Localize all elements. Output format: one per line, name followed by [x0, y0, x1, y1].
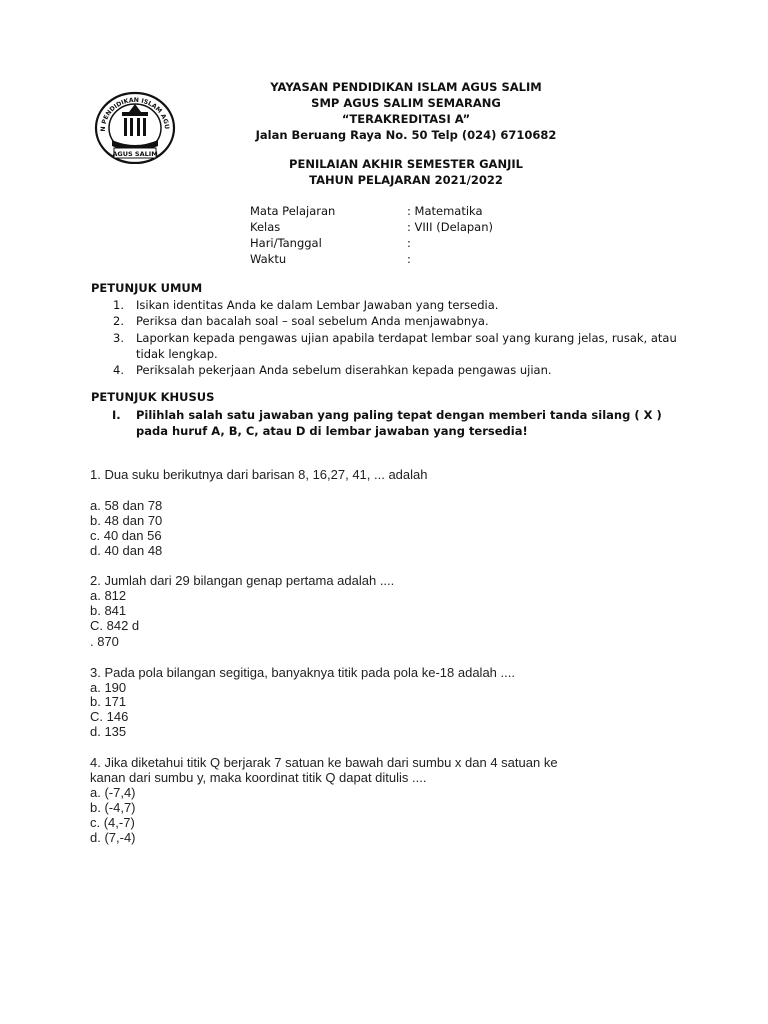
- question-2-option-b: b. 841: [90, 603, 127, 618]
- identity-value: : Matematika: [407, 204, 483, 218]
- instruction-text: Periksa dan bacalah soal – soal sebelum Anda menjawabnya.: [136, 314, 489, 328]
- question-3-option-b: b. 171: [90, 694, 127, 709]
- question-3-text: 3. Pada pola bilangan segitiga, banyaknya titik pada pola ke-18 adalah ....: [90, 665, 515, 680]
- question-1-text: 1. Dua suku berikutnya dari barisan 8, 16,27, 41, ... adalah: [90, 467, 428, 482]
- identity-label: Kelas: [250, 220, 281, 234]
- instruction-text: Laporkan kepada pengawas ujian apabila terdapat lembar soal yang kurang jelas, rusak, atau tidak lengkap.: [136, 331, 677, 361]
- school-name: SMP AGUS SALIM SEMARANG: [311, 96, 501, 110]
- instruction-number: 1.: [113, 298, 124, 312]
- specific-instructions-title: PETUNJUK KHUSUS: [91, 390, 215, 404]
- academic-year: TAHUN PELAJARAN 2021/2022: [309, 173, 503, 187]
- question-1-option-c: c. 40 dan 56: [90, 528, 162, 543]
- question-4-text-line2: kanan dari sumbu y, maka koordinat titik Q dapat ditulis ....: [90, 770, 427, 785]
- school-address: Jalan Beruang Raya No. 50 Telp (024) 6710682: [255, 128, 557, 142]
- question-4-option-a: a. (-7,4): [90, 785, 136, 800]
- instruction-text: Periksalah pekerjaan Anda sebelum diserahkan kepada pengawas ujian.: [136, 363, 552, 377]
- question-2-option-a: a. 812: [90, 588, 127, 603]
- question-4-option-b: b. (-4,7): [90, 800, 136, 815]
- question-1-option-d: d. 40 dan 48: [90, 543, 163, 558]
- accreditation: “TERAKREDITASI A”: [341, 112, 471, 126]
- instruction-text: Isikan identitas Anda ke dalam Lembar Jawaban yang tersedia.: [136, 298, 499, 312]
- general-instructions-title: PETUNJUK UMUM: [91, 281, 203, 295]
- identity-value: : VIII (Delapan): [407, 220, 494, 234]
- instruction-number: 3.: [113, 331, 124, 345]
- question-4-option-d: d. (7,-4): [90, 830, 136, 845]
- question-3-option-c: C. 146: [90, 709, 129, 724]
- question-1-option-b: b. 48 dan 70: [90, 513, 163, 528]
- question-3-option-a: a. 190: [90, 680, 127, 695]
- question-3-option-d: d. 135: [90, 724, 127, 739]
- foundation-name: YAYASAN PENDIDIKAN ISLAM AGUS SALIM: [270, 80, 542, 94]
- instruction-number: 4.: [113, 363, 124, 377]
- identity-label: Waktu: [250, 252, 287, 266]
- question-2-option-d: . 870: [90, 634, 119, 649]
- logo-ring-text: N PENDIDIKAN ISLAM AGU: [99, 96, 171, 132]
- identity-value: :: [407, 236, 411, 250]
- school-logo-emblem: [94, 90, 176, 164]
- logo-banner-text: AGUS SALIM: [112, 150, 158, 158]
- identity-label: Mata Pelajaran: [250, 204, 336, 218]
- exam-title: PENILAIAN AKHIR SEMESTER GANJIL: [289, 157, 523, 171]
- question-4-text-line1: 4. Jika diketahui titik Q berjarak 7 satuan ke bawah dari sumbu x dan 4 satuan ke: [90, 755, 558, 770]
- specific-instruction-text: Pilihlah salah satu jawaban yang paling tepat dengan memberi tanda silang ( X ) pada huruf A, B, C, atau D di lembar jawaban yang tersedia!: [136, 408, 662, 438]
- question-4-option-c: c. (4,-7): [90, 815, 135, 830]
- school-logo: [94, 90, 176, 164]
- question-1-option-a: a. 58 dan 78: [90, 498, 163, 513]
- question-2-option-c: C. 842 d: [90, 618, 140, 633]
- question-2-text: 2. Jumlah dari 29 bilangan genap pertama adalah ....: [90, 573, 395, 588]
- identity-label: Hari/Tanggal: [250, 236, 322, 250]
- identity-value: :: [407, 252, 411, 266]
- specific-instruction-number: I.: [112, 408, 121, 422]
- instruction-number: 2.: [113, 314, 124, 328]
